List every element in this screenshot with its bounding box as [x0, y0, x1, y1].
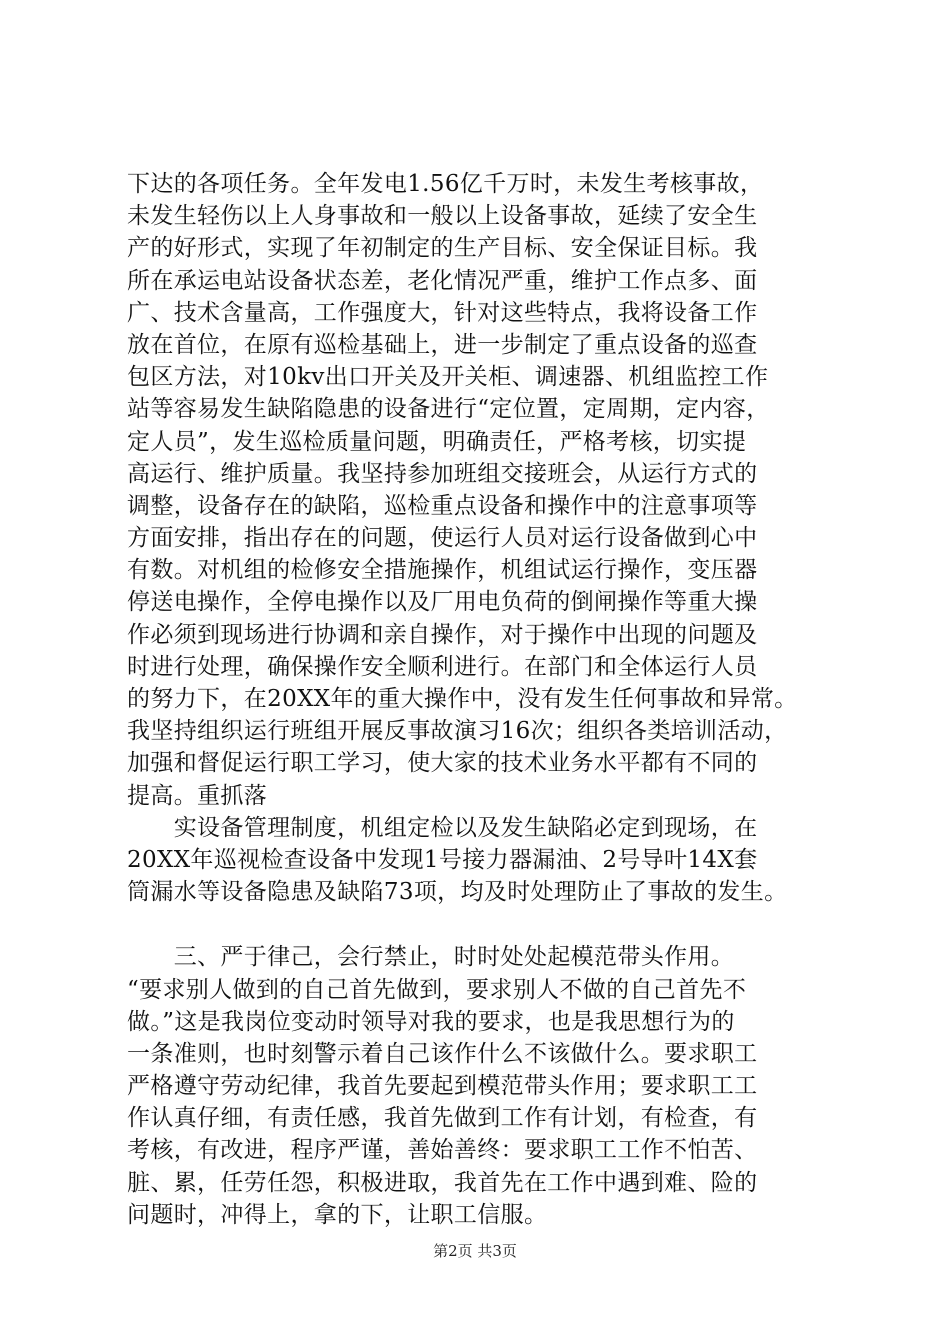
text-line: 三、严于律己，会行禁止，时时处处起模范带头作用。: [127, 944, 735, 971]
text-line: 有数。对机组的检修安全措施操作，机组试运行操作，变压器: [127, 557, 758, 584]
text-line: 广、技术含量高，工作强度大，针对这些特点，我将设备工作: [127, 299, 758, 326]
text-line: 定人员”，发生巡检质量问题，明确责任，严格考核，切实提: [127, 428, 747, 455]
text-line: 的努力下，在20XX年的重大操作中，没有发生任何事故和异常。: [127, 686, 798, 712]
text-line: 我坚持组织运行班组开展反事故演习16次；组织各类培训活动，: [127, 718, 788, 745]
text-line: “要求别人做到的自己首先做到，要求别人不做的自己首先不: [127, 976, 747, 1003]
text-line: 筒漏水等设备隐患及缺陷73项，均及时处理防止了事故的发生。: [127, 879, 788, 906]
paragraph-3: [127, 941, 853, 1231]
text-line: 停送电操作，全停电操作以及厂用电负荷的倒闸操作等重大操: [127, 589, 758, 616]
paragraph-1: [127, 168, 853, 812]
text-line: 包区方法，对10kv出口开关及开关柜、调速器、机组监控工作: [127, 364, 769, 391]
text-line: 考核，有改进，程序严谨，善始善终：要求职工工作不怕苦、: [127, 1137, 758, 1164]
document-body: [127, 168, 853, 1231]
text-line: 脏、累，任劳任怨，积极进取，我首先在工作中遇到难、险的: [127, 1169, 758, 1196]
text-line: 问题时，冲得上，拿的下，让职工信服。: [127, 1201, 548, 1228]
text-line: 一条准则，也时刻警示着自己该作什么不该做什么。要求职工: [127, 1040, 758, 1067]
text-line: 加强和督促运行职工学习，使大家的技术业务水平都有不同的: [127, 750, 758, 777]
text-line: 严格遵守劳动纪律，我首先要起到模范带头作用；要求职工工: [127, 1073, 758, 1100]
text-line: 高运行、维护质量。我坚持参加班组交接班会，从运行方式的: [127, 460, 758, 487]
text-line: 提高。重抓落: [127, 782, 268, 809]
paragraph-spacer: [127, 908, 853, 941]
text-line: 站等容易发生缺陷隐患的设备进行“定位置，定周期，定内容，: [127, 396, 770, 423]
text-line: 下达的各项任务。全年发电1.56亿千万时，未发生考核事故，: [127, 171, 764, 197]
text-line: 做。”这是我岗位变动时领导对我的要求，也是我思想行为的: [127, 1008, 735, 1035]
text-line: 所在承运电站设备状态差，老化情况严重，维护工作点多、面: [127, 267, 758, 294]
text-line: 实设备管理制度，机组定检以及发生缺陷必定到现场，在: [127, 814, 758, 841]
text-line: 作必须到现场进行协调和亲自操作，对于操作中出现的问题及: [127, 621, 758, 648]
text-line: 时进行处理，确保操作安全顺利进行。在部门和全体运行人员: [127, 653, 758, 680]
text-line: 产的好形式，实现了年初制定的生产目标、安全保证目标。我: [127, 235, 758, 262]
text-line: 调整，设备存在的缺陷，巡检重点设备和操作中的注意事项等: [127, 492, 758, 519]
page-footer: 第2页 共3页: [433, 1242, 517, 1260]
text-line: 放在首位，在原有巡检基础上，进一步制定了重点设备的巡查: [127, 331, 758, 358]
text-line: 未发生轻伤以上人身事故和一般以上设备事故，延续了安全生: [127, 203, 758, 230]
paragraph-2: [127, 812, 853, 909]
text-line: 方面安排，指出存在的问题，使运行人员对运行设备做到心中: [127, 525, 758, 552]
text-line: 作认真仔细，有责任感，我首先做到工作有计划，有检查，有: [127, 1105, 758, 1132]
text-line: 20XX年巡视检查设备中发现1号接力器漏油、2号导叶14X套: [127, 846, 758, 873]
